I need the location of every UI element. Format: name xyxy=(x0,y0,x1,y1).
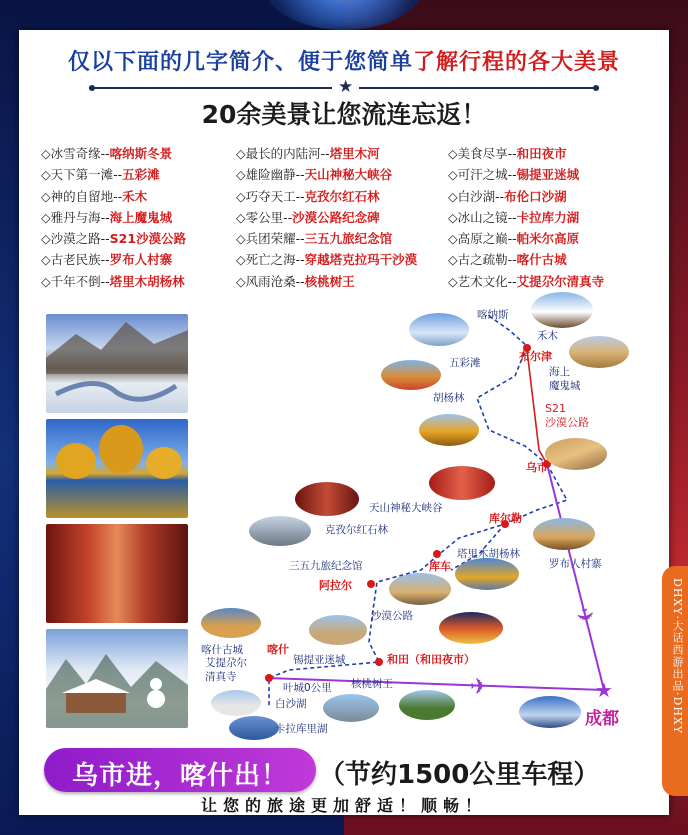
diamond-bullet-icon: ◇ xyxy=(236,188,246,204)
attraction-desc: 风雨沧桑 xyxy=(245,273,296,289)
star-icon: ★ xyxy=(332,77,359,97)
attraction-desc: 古老民族 xyxy=(50,252,101,268)
attraction-desc: 天下第一滩 xyxy=(50,167,114,183)
attraction-desc: 最长的内陆河 xyxy=(245,146,321,161)
thumb-desert-road xyxy=(545,438,607,470)
attraction-desc: 千年不倒 xyxy=(50,273,101,289)
attraction-desc: 可汗之城 xyxy=(457,167,508,183)
thumb-chengdu xyxy=(519,696,581,728)
thumb-kezier xyxy=(295,482,359,516)
diamond-bullet-icon: ◇ xyxy=(448,167,458,183)
diamond-bullet-icon: ◇ xyxy=(448,146,458,161)
label-hetao: 核桃树王 xyxy=(351,678,393,690)
attraction-separator: -- xyxy=(507,252,517,268)
label-aitigar: 艾提尕尔 清真寺 xyxy=(205,657,247,683)
label-tianshan: 天山神秘大峡谷 xyxy=(369,502,443,514)
attraction-desc: 冰山之镜 xyxy=(457,209,508,225)
diamond-bullet-icon: ◇ xyxy=(41,273,51,289)
thumb-talimu xyxy=(455,558,519,590)
attraction-separator: -- xyxy=(100,146,110,161)
diamond-bullet-icon: ◇ xyxy=(236,273,246,289)
label-shamo: 沙漠公路 xyxy=(371,610,413,622)
thumb-hotan-night xyxy=(439,612,503,644)
attraction-separator: -- xyxy=(100,209,110,225)
attraction-place: 喀纳斯冬景 xyxy=(109,146,173,161)
airplane-icon-1: ✈ xyxy=(570,605,599,629)
diamond-bullet-icon: ◇ xyxy=(448,209,458,225)
attraction-place: 克孜尔红石林 xyxy=(304,188,380,204)
attraction-place: 三五九旅纪念馆 xyxy=(304,231,393,247)
attraction-separator: -- xyxy=(295,188,305,204)
thumb-kashgar-old xyxy=(201,608,261,638)
attraction-place: S21沙漠公路 xyxy=(109,231,187,247)
attraction-separator: -- xyxy=(507,146,517,161)
itinerary-card xyxy=(19,30,669,815)
attraction-separator: -- xyxy=(320,146,330,161)
attraction-desc: 巧夺天工 xyxy=(245,188,296,204)
route-slogan-pill xyxy=(44,748,316,792)
label-kashgar-old: 喀什古城 xyxy=(201,644,243,656)
label-kanas: 喀纳斯 xyxy=(477,309,509,321)
label-kezier: 克孜尔红石林 xyxy=(325,524,388,536)
attraction-place: 禾木 xyxy=(122,188,148,204)
attraction-place: 核桃树王 xyxy=(304,273,355,289)
thumb-kalakuli xyxy=(229,716,279,740)
diamond-bullet-icon: ◇ xyxy=(41,188,51,204)
attraction-place: 罗布人村寨 xyxy=(109,252,173,268)
label-kashgar: 喀什 xyxy=(267,643,289,656)
diamond-bullet-icon: ◇ xyxy=(41,209,51,225)
label-hotan: 和田（和田夜市） xyxy=(387,653,475,666)
marker-hotan xyxy=(375,658,383,666)
diamond-bullet-icon: ◇ xyxy=(448,231,458,247)
attraction-separator: -- xyxy=(295,167,305,183)
attraction-place: 沙漠公路纪念碑 xyxy=(292,209,380,225)
attraction-place: 塔里木胡杨林 xyxy=(109,273,185,289)
thumb-xitiya xyxy=(309,615,367,645)
marker-kashgar xyxy=(265,674,273,682)
route-s21 xyxy=(527,350,547,464)
thumb-devil-city xyxy=(569,336,629,368)
tagline: 让您的旅途更加舒适！顺畅！ xyxy=(200,796,487,815)
label-baishahu: 白沙湖 xyxy=(275,698,307,710)
diamond-bullet-icon: ◇ xyxy=(236,209,246,225)
attraction-desc: 美食尽享 xyxy=(457,146,508,161)
thumb-huyanglin xyxy=(419,414,479,446)
attraction-separator: -- xyxy=(507,167,517,183)
marker-aral xyxy=(367,580,375,588)
label-luobu: 罗布人村寨 xyxy=(549,558,602,570)
attraction-separator: -- xyxy=(507,231,517,247)
attraction-separator: -- xyxy=(507,273,517,289)
diamond-bullet-icon: ◇ xyxy=(41,167,51,183)
attraction-place: 喀什古城 xyxy=(516,252,567,268)
attraction-desc: 沙漠之路 xyxy=(50,231,101,247)
attraction-separator: -- xyxy=(295,231,305,247)
diamond-bullet-icon: ◇ xyxy=(448,273,458,289)
label-huyanglin: 胡杨林 xyxy=(433,392,465,404)
label-hemu: 禾木 xyxy=(537,330,558,342)
route-slogan: 乌市进，喀什出！ xyxy=(71,761,288,791)
attraction-separator: -- xyxy=(113,188,123,204)
attraction-desc: 兵团荣耀 xyxy=(245,231,296,247)
saving-note: （节约1500公里车程） xyxy=(319,760,600,790)
diamond-bullet-icon: ◇ xyxy=(448,252,458,268)
label-xitiya: 锡提亚迷城 xyxy=(293,654,346,666)
attraction-separator: -- xyxy=(100,231,110,247)
thumb-359 xyxy=(249,516,311,546)
attraction-place: 和田夜市 xyxy=(516,146,567,161)
attraction-place: 穿越塔克拉玛干沙漠 xyxy=(304,252,418,268)
attraction-separator: -- xyxy=(100,273,110,289)
brand-text: DHXY·大话西游出品·DHXY xyxy=(671,578,684,735)
label-s21: S21 沙漠公路 xyxy=(545,402,589,429)
diamond-bullet-icon: ◇ xyxy=(41,231,51,247)
diamond-bullet-icon: ◇ xyxy=(41,252,51,268)
attraction-desc: 高原之巅 xyxy=(457,231,508,247)
attraction-desc: 艺术文化 xyxy=(457,273,508,289)
thumb-hetao xyxy=(399,690,455,720)
brand-tab xyxy=(662,566,688,796)
attraction-desc: 雄险幽静 xyxy=(245,167,296,183)
chengdu-star-icon: ★ xyxy=(595,678,613,702)
diamond-bullet-icon: ◇ xyxy=(448,188,458,204)
attraction-place: 海上魔鬼城 xyxy=(109,209,173,225)
attraction-place: 五彩滩 xyxy=(122,167,160,183)
attraction-desc: 古之疏勒 xyxy=(457,252,508,268)
marker-kuqa xyxy=(433,550,441,558)
label-aral: 阿拉尔 xyxy=(319,579,352,592)
diamond-bullet-icon: ◇ xyxy=(236,167,246,183)
subhead: 20余美景让您流连忘返！ xyxy=(201,100,487,129)
attraction-separator: -- xyxy=(507,209,517,225)
label-kuqa: 库车 xyxy=(429,560,451,573)
thumb-wucaitan xyxy=(381,360,441,390)
attraction-separator: -- xyxy=(283,209,293,225)
label-sanwujiu: 三五九旅纪念馆 xyxy=(289,560,363,572)
label-chengdu: 成都 xyxy=(585,709,619,729)
label-urumqi: 乌市 xyxy=(526,461,548,474)
diamond-bullet-icon: ◇ xyxy=(41,146,51,161)
attraction-place: 布伦口沙湖 xyxy=(504,188,567,204)
thumb-yecheng xyxy=(323,694,379,722)
label-yecheng: 叶城0公里 xyxy=(283,682,332,694)
attraction-separator: -- xyxy=(113,167,123,183)
thumb-tianshan xyxy=(429,466,495,500)
thumb-baishahu xyxy=(211,690,261,716)
attraction-desc: 零公里 xyxy=(245,209,284,225)
attraction-desc: 神的自留地 xyxy=(50,188,114,204)
attraction-place: 塔里木河 xyxy=(329,146,380,161)
headline-part2: 了解行程的各大美景 xyxy=(413,50,621,75)
label-wucaitan: 五彩滩 xyxy=(449,357,481,369)
attraction-separator: -- xyxy=(100,252,110,268)
flight-urumqi-chengdu xyxy=(547,464,604,690)
attraction-separator: -- xyxy=(295,273,305,289)
diamond-bullet-icon: ◇ xyxy=(236,252,246,268)
attraction-desc: 白沙湖 xyxy=(457,188,496,204)
attraction-separator: -- xyxy=(295,252,305,268)
thumb-luobu xyxy=(533,518,595,550)
thumb-kanas xyxy=(409,313,469,346)
attraction-desc: 雅丹与海 xyxy=(50,209,101,225)
attraction-separator: -- xyxy=(495,188,505,204)
label-talimu: 塔里木胡杨林 xyxy=(457,548,520,560)
thumb-shamo-road xyxy=(389,573,451,605)
attraction-place: 卡拉库力湖 xyxy=(516,209,580,225)
diamond-bullet-icon: ◇ xyxy=(236,146,246,161)
airplane-icon-2: ✈ xyxy=(470,675,489,700)
attraction-desc: 冰雪奇缘 xyxy=(50,146,101,161)
attraction-place: 艾提尕尔清真寺 xyxy=(516,273,605,289)
headline-part1: 仅以下面的几字简介、便于您简单 xyxy=(67,50,413,75)
attraction-place: 帕米尔高原 xyxy=(516,231,580,247)
thumb-hemu xyxy=(531,292,593,328)
attraction-desc: 死亡之海 xyxy=(245,252,296,268)
label-kalakuli: 卡拉库里湖 xyxy=(275,723,328,735)
label-korla: 库尔勒 xyxy=(489,512,522,525)
attraction-place: 锡提亚迷城 xyxy=(516,167,580,183)
attraction-place: 天山神秘大峡谷 xyxy=(304,167,393,183)
label-haishang: 海上 魔鬼城 xyxy=(549,366,581,392)
label-burqin: 布尔津 xyxy=(519,350,552,363)
diamond-bullet-icon: ◇ xyxy=(236,231,246,247)
